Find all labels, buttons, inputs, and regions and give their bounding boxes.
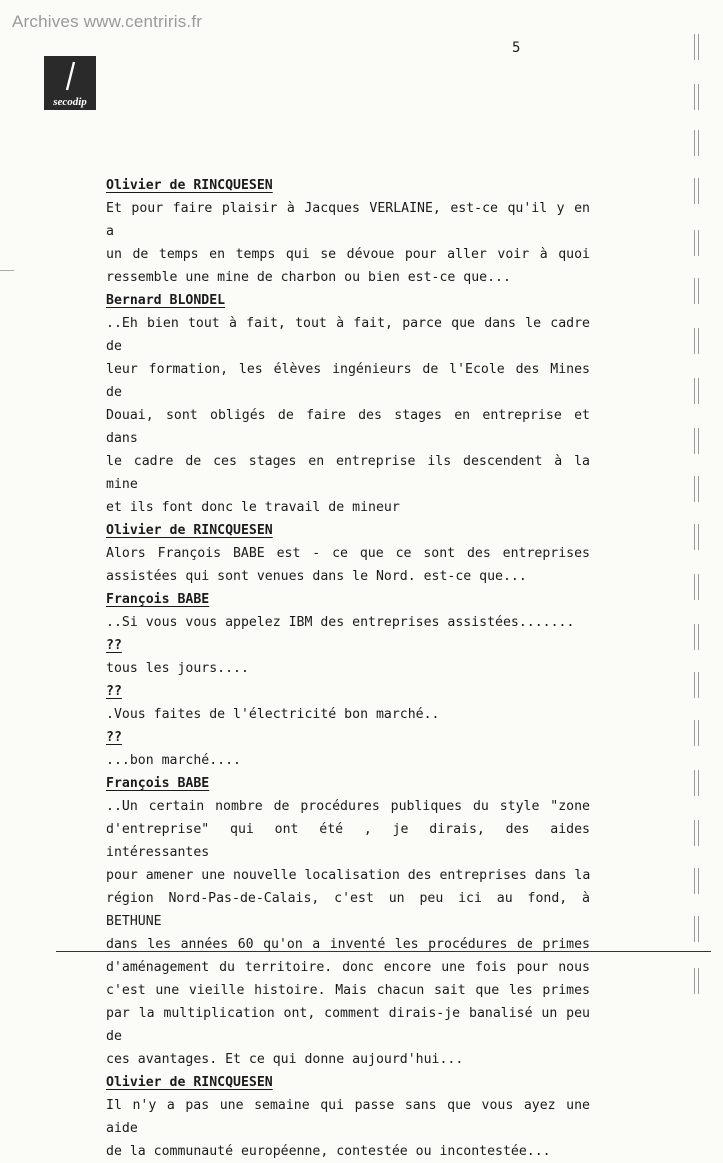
scan-edge-mark (0, 270, 14, 271)
transcript-line: c'est une vieille histoire. Mais chacun sait que les primes (106, 983, 590, 998)
margin-mark (694, 278, 699, 304)
transcript-entry (106, 1071, 590, 1163)
transcript-line: de la communauté européenne, contestée ou incontestée... (106, 1144, 551, 1159)
margin-mark (694, 868, 699, 894)
logo-text: secodip (53, 96, 87, 108)
transcript-line: dans les années 60 qu'on a inventé les procédures de primes (106, 937, 590, 952)
page-number: 5 (512, 40, 521, 56)
transcript-line: Douai, sont obligés de faire des stages en entreprise et dans (106, 408, 590, 446)
margin-mark (694, 968, 699, 994)
margin-mark (694, 524, 699, 550)
margin-mark (694, 428, 699, 454)
transcript-line: ..Eh bien tout à fait, tout à fait, parce que dans le cadre de (106, 316, 590, 354)
transcript-line: le cadre de ces stages en entreprise ils descendent à la mine (106, 454, 590, 492)
transcript-line: région Nord-Pas-de-Calais, c'est un peu ici au fond, à BETHUNE (106, 891, 590, 929)
transcript-line: par la multiplication ont, comment dirais-je banalisé un peu de (106, 1006, 590, 1044)
transcript-line: ...bon marché.... (106, 753, 241, 768)
transcript-line: leur formation, les élèves ingénieurs de l'Ecole des Mines de (106, 362, 590, 400)
transcript-line: tous les jours.... (106, 661, 249, 676)
transcript-line: Et pour faire plaisir à Jacques VERLAINE, est-ce qu'il y en a (106, 201, 590, 239)
margin-mark (694, 720, 699, 746)
transcript-line: ces avantages. Et ce qui donne aujourd'hui... (106, 1052, 464, 1067)
margin-mark (694, 230, 699, 256)
transcript-line: ressemble une mine de charbon ou bien est-ce que... (106, 270, 511, 285)
transcript-line: Il n'y a pas une semaine qui passe sans que vous ayez une aide (106, 1098, 590, 1136)
speaker-name: Olivier de RINCQUESEN (106, 1075, 273, 1090)
margin-mark (694, 34, 699, 60)
speaker-name: ?? (106, 684, 122, 699)
margin-mark (694, 178, 699, 204)
speaker-name: ?? (106, 638, 122, 653)
margin-mark (694, 770, 699, 796)
transcript-entry (106, 726, 590, 772)
transcript-line: .Vous faites de l'électricité bon marché.. (106, 707, 440, 722)
margin-mark (694, 328, 699, 354)
margin-mark (694, 624, 699, 650)
secodip-logo (44, 56, 96, 110)
margin-mark (694, 476, 699, 502)
speaker-name: François BABE (106, 776, 210, 791)
transcript-line: un de temps en temps qui se dévoue pour aller voir à quoi (106, 247, 590, 262)
margin-mark (694, 820, 699, 846)
speaker-name: Olivier de RINCQUESEN (106, 178, 273, 193)
transcript-line: pour amener une nouvelle localisation des entreprises dans la (106, 868, 591, 883)
transcript-line: ..Un certain nombre de procédures publiques du style "zone (106, 799, 590, 814)
transcript-line: assistées qui sont venues dans le Nord. est-ce que... (106, 569, 527, 584)
transcript-line: ..Si vous vous appelez IBM des entreprises assistées....... (106, 615, 575, 630)
transcript-entry (106, 772, 590, 1071)
transcript-line: d'aménagement du territoire. donc encore une fois pour nous (106, 960, 590, 975)
margin-mark (694, 378, 699, 404)
transcript-entry (106, 634, 590, 680)
transcript-line: Alors François BABE est - ce que ce sont des entreprises (106, 546, 590, 561)
transcript-line: d'entreprise" qui ont été , je dirais, des aides intéressantes (106, 822, 590, 860)
margin-mark (694, 130, 699, 156)
transcript (106, 174, 590, 1163)
transcript-entry (106, 289, 590, 519)
speaker-name: François BABE (106, 592, 210, 607)
transcript-entry (106, 519, 590, 588)
margin-mark (694, 916, 699, 942)
transcript-entry (106, 588, 590, 634)
speaker-name: Olivier de RINCQUESEN (106, 523, 273, 538)
margin-mark (694, 672, 699, 698)
transcript-entry (106, 174, 590, 289)
archive-watermark: Archives www.centriris.fr (12, 12, 203, 31)
transcript-line: et ils font donc le travail de mineur (106, 500, 400, 515)
transcript-entry (106, 680, 590, 726)
margin-mark (694, 84, 699, 110)
speaker-name: ?? (106, 730, 122, 745)
bottom-rule (56, 951, 711, 952)
margin-mark (694, 574, 699, 600)
speaker-name: Bernard BLONDEL (106, 293, 226, 308)
